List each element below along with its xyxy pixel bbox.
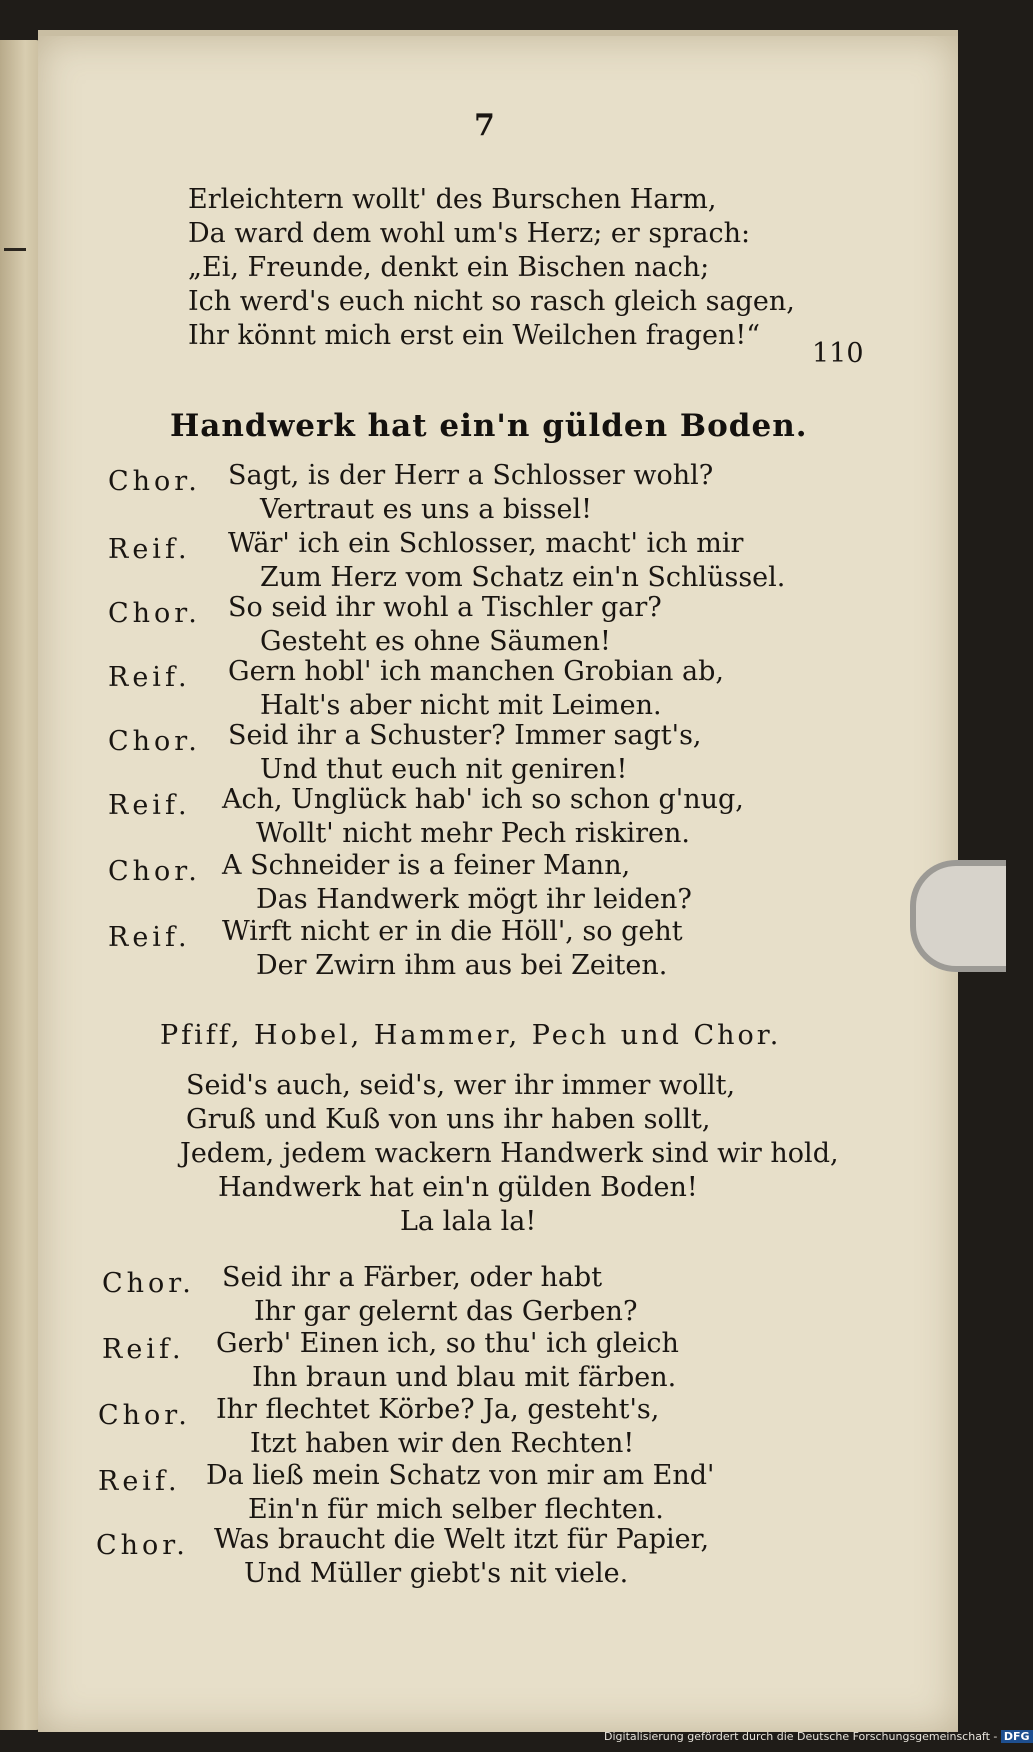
verse-line: Gesteht es ohne Säumen! [260, 626, 611, 657]
page-number: 7 [474, 108, 495, 143]
stanza-line: Da ward dem wohl um's Herz; er sprach: [188, 218, 751, 249]
margin-mark [4, 248, 26, 251]
speaker-label: Reif. [108, 922, 191, 953]
verse-line: Gerb' Einen ich, so thu' ich gleich [216, 1328, 679, 1359]
chorus-line: Handwerk hat ein'n gülden Boden! [218, 1172, 698, 1203]
speaker-label: Reif. [98, 1466, 181, 1497]
speaker-label: Reif. [108, 534, 191, 565]
chorus-heading: Pfiff, Hobel, Hammer, Pech und Chor. [160, 1020, 782, 1051]
speaker-label: Reif. [102, 1334, 185, 1365]
verse-line: Da ließ mein Schatz von mir am End' [206, 1460, 715, 1491]
verse-line: Was braucht die Welt itzt für Papier, [214, 1524, 710, 1555]
stanza-line: Ihr könnt mich erst ein Weilchen fragen!“ [188, 320, 761, 351]
credit-text: Digitalisierung gefördert durch die Deutsche Forschungsgemeinschaft - [604, 1730, 998, 1743]
speaker-label: Chor. [102, 1268, 195, 1299]
section-heading: Handwerk hat ein'n gülden Boden. [170, 408, 808, 444]
verse-line: Seid ihr a Färber, oder habt [222, 1262, 603, 1293]
verse-line: Zum Herz vom Schatz ein'n Schlüssel. [260, 562, 786, 593]
verse-line: Vertraut es uns a bissel! [260, 494, 592, 525]
speaker-label: Chor. [108, 466, 201, 497]
verse-line: Ach, Unglück hab' ich so schon g'nug, [222, 784, 744, 815]
verse-line: Und thut euch nit geniren! [260, 754, 628, 785]
verse-line: Sagt, is der Herr a Schlosser wohl? [228, 460, 714, 491]
verse-line: Halt's aber nicht mit Leimen. [260, 690, 662, 721]
verse-line: Und Müller giebt's nit viele. [244, 1558, 629, 1589]
verse-line: A Schneider is a feiner Mann, [222, 850, 631, 881]
verse-line: Itzt haben wir den Rechten! [250, 1428, 635, 1459]
verse-line: Wollt' nicht mehr Pech riskiren. [256, 818, 691, 849]
chorus-line: Gruß und Kuß von uns ihr haben sollt, [186, 1104, 711, 1135]
speaker-label: Chor. [96, 1530, 189, 1561]
chorus-line: Seid's auch, seid's, wer ihr immer wollt, [186, 1070, 736, 1101]
verse-line: Ihn braun und blau mit färben. [252, 1362, 677, 1393]
page-clip-tab [910, 860, 1006, 972]
verse-line: Ein'n für mich selber flechten. [248, 1494, 664, 1525]
verse-line: So seid ihr wohl a Tischler gar? [228, 592, 662, 623]
stanza-line: „Ei, Freunde, denkt ein Bischen nach; [188, 252, 710, 283]
verse-line: Das Handwerk mögt ihr leiden? [256, 884, 692, 915]
verse-line: Gern hobl' ich manchen Grobian ab, [228, 656, 724, 687]
verse-line: Seid ihr a Schuster? Immer sagt's, [228, 720, 702, 751]
stanza-line: Ich werd's euch nicht so rasch gleich sagen, [188, 286, 795, 317]
dfg-logo: DFG [1001, 1730, 1033, 1743]
line-number: 110 [812, 338, 864, 369]
chorus-line: La lala la! [400, 1206, 537, 1237]
left-page-edge [0, 40, 42, 1730]
speaker-label: Chor. [108, 856, 201, 887]
speaker-label: Chor. [108, 726, 201, 757]
chorus-line: Jedem, jedem wackern Handwerk sind wir hold, [180, 1138, 839, 1169]
digitization-credit [604, 1730, 1033, 1743]
verse-line: Der Zwirn ihm aus bei Zeiten. [256, 950, 668, 981]
speaker-label: Chor. [98, 1400, 191, 1431]
verse-line: Wirft nicht er in die Höll', so geht [222, 916, 683, 947]
speaker-label: Reif. [108, 790, 191, 821]
speaker-label: Reif. [108, 662, 191, 693]
stanza-line: Erleichtern wollt' des Burschen Harm, [188, 184, 717, 215]
verse-line: Wär' ich ein Schlosser, macht' ich mir [228, 528, 744, 559]
speaker-label: Chor. [108, 598, 201, 629]
verse-line: Ihr flechtet Körbe? Ja, gesteht's, [216, 1394, 660, 1425]
verse-line: Ihr gar gelernt das Gerben? [254, 1296, 638, 1327]
